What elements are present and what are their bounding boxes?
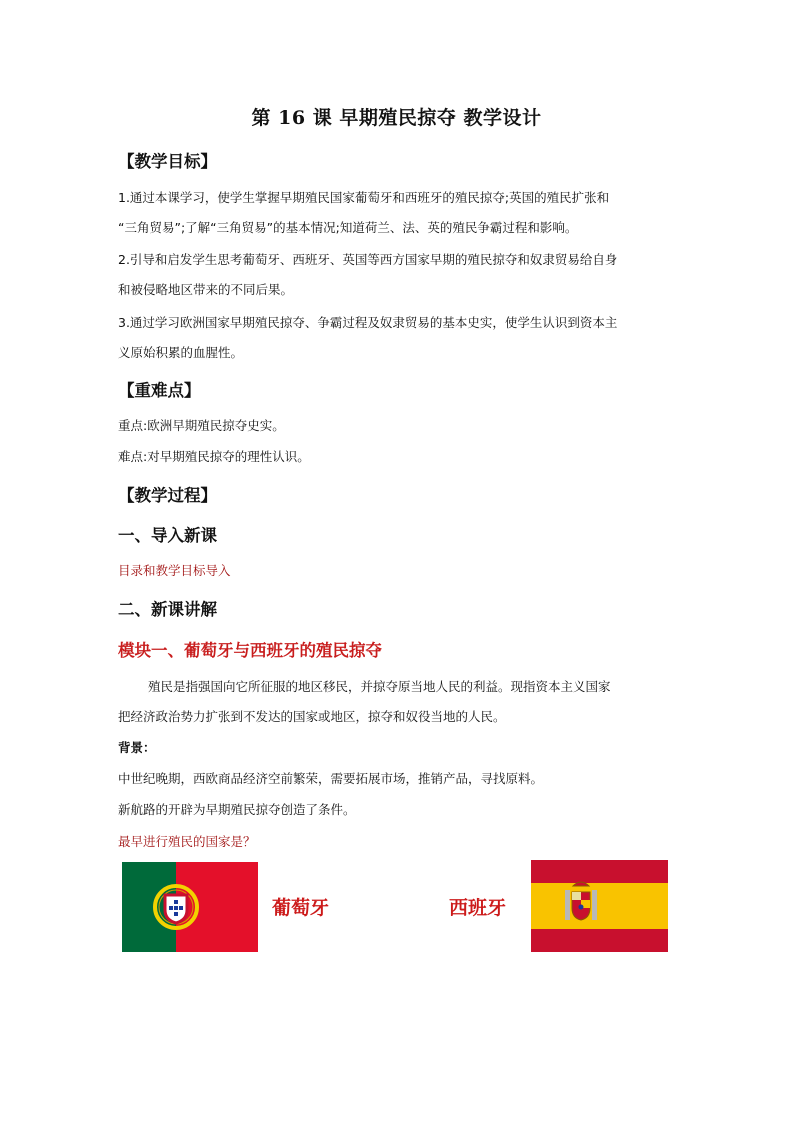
part2-heading: 二、新课讲解 [118, 600, 217, 619]
objective-3-line-2: 义原始积累的血腥性。 [118, 345, 244, 360]
spain-flag-image [531, 860, 668, 952]
definition-line-2: 把经济政治势力扩张到不发达的国家或地区，掠夺和奴役当地的人民。 [118, 709, 506, 724]
part1-heading: 一、导入新课 [118, 526, 217, 545]
objective-2-line-2: 和被侵略地区带来的不同后果。 [118, 282, 294, 297]
question: 最早进行殖民的国家是？ [118, 834, 256, 849]
definition-line-1: 殖民是指强国向它所征服的地区移民，并掠夺原当地人民的利益。现指资本主义国家 [148, 679, 611, 694]
spain-flag [531, 860, 668, 952]
background-line-2: 新航路的开辟为早期殖民掠夺创造了条件。 [118, 802, 356, 817]
portugal-flag-image [122, 862, 258, 952]
portugal-flag [122, 862, 258, 952]
background-line-1: 中世纪晚期，西欧商品经济空前繁荣，需要拓展市场，推销产品，寻找原料。 [118, 771, 544, 786]
process-heading: 【教学过程】 [118, 486, 217, 505]
objective-2-line-1: 2.引导和启发学生思考葡萄牙、西班牙、英国等西方国家早期的殖民掠夺和奴隶贸易给自身 [118, 252, 618, 267]
key-points-heading: 【重难点】 [118, 381, 201, 400]
difficulty-point: 难点:对早期殖民掠夺的理性认识。 [118, 449, 310, 464]
objective-1-line-2: “三角贸易”;了解“三角贸易”的基本情况;知道荷兰、法、英的殖民争霸过程和影响。 [118, 220, 578, 235]
key-point: 重点:欧洲早期殖民掠夺史实。 [118, 418, 285, 433]
objective-1-line-1: 1.通过本课学习，使学生掌握早期殖民国家葡萄牙和西班牙的殖民掠夺;英国的殖民扩张和 [118, 190, 610, 205]
module1-heading: 模块一、葡萄牙与西班牙的殖民掠夺 [118, 641, 382, 660]
spain-label: 西班牙 [449, 897, 507, 919]
page-title: 第 16 课 早期殖民掠夺 教学设计 [251, 107, 542, 129]
intro-link[interactable]: 目录和教学目标导入 [118, 563, 231, 578]
portugal-label: 葡萄牙 [272, 897, 330, 919]
objective-3-line-1: 3.通过学习欧洲国家早期殖民掠夺、争霸过程及奴隶贸易的基本史实，使学生认识到资本主 [118, 315, 618, 330]
objectives-heading: 【教学目标】 [118, 152, 217, 171]
background-label: 背景： [118, 740, 156, 755]
